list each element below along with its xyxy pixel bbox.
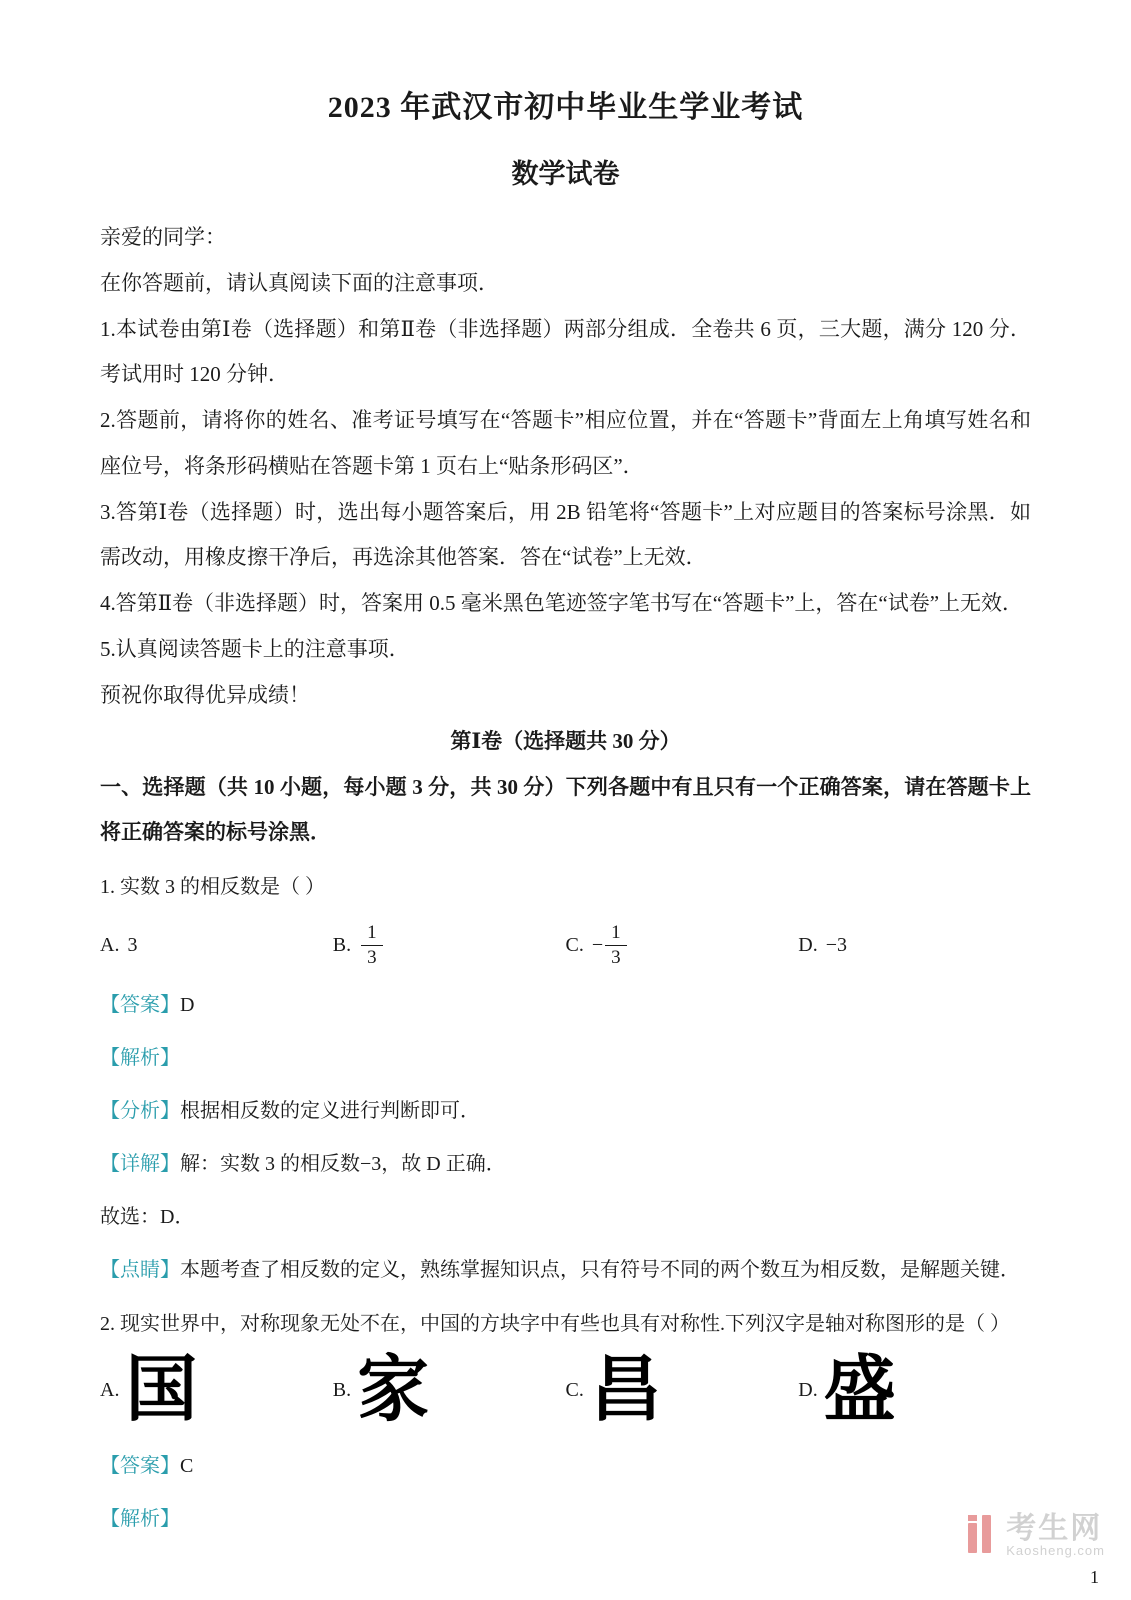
part1-header: 第Ⅰ卷（选择题共 30 分） [450,729,681,754]
notice-item-1: 1.本试卷由第Ⅰ卷（选择题）和第Ⅱ卷（非选择题）两部分组成．全卷共 6 页，三大题，满分 120 分．考试用时 120 分钟． [100,316,1031,387]
jiexi-label: 【解析】 [100,1508,180,1531]
question-1-stem: 1. 实数 3 的相反数是（ ） [100,876,325,899]
q2-option-b-character: 家 [357,1349,430,1430]
kaosheng-watermark [964,1513,1105,1558]
q2-answer-line [100,1450,1031,1483]
page-number: 1 [1090,1567,1099,1587]
q1-dianjing-text: 本题考查了相反数的定义，熟练掌握知识点，只有符号不同的两个数互为相反数，是解题关键． [180,1258,1020,1281]
q1-answer-line [100,989,1031,1022]
jiexi-label: 【解析】 [100,1046,180,1069]
q1-option-b-fraction [361,922,383,969]
q2-option-c-label: C. [565,1378,584,1401]
exam-title: 2023 年武汉市初中毕业生学业考试 [327,91,804,124]
q1-option-b [333,922,566,969]
q2-option-b [333,1351,566,1430]
notice-item-5: 5.认真阅读答题卡上的注意事项． [100,636,410,661]
q1-option-a-value: 3 [127,933,138,956]
fenxi-label: 【分析】 [100,1099,180,1122]
q2-option-a-character: 国 [125,1349,198,1430]
fraction-denominator: 3 [611,946,621,968]
q1-option-c-sign: − [591,933,604,956]
fraction-numerator: 1 [605,922,627,946]
notice-item-4: 4.答第Ⅱ卷（非选择题）时，答案用 0.5 毫米黑色笔迹签字笔书写在“答题卡”上，答在“试卷”上无效． [100,591,1024,616]
question-2-options [100,1351,1031,1430]
watermark-site-name: 考生网 [1006,1511,1103,1545]
q2-jiexi-line [100,1503,1031,1536]
notice-item-2: 2.答题前，请将你的姓名、准考证号填写在“答题卡”相应位置，并在“答题卡”背面左上角填写姓名和座位号，将条形码横贴在答题卡第 1 页右上“贴条形码区”． [100,408,1031,478]
q2-answer-value: C [180,1455,194,1478]
question-1 [100,870,1031,1287]
q1-fenxi-line [100,1095,1031,1128]
q1-option-c [566,922,799,969]
answer-label: 【答案】 [100,1455,180,1478]
q1-option-b-label: B. [332,933,352,956]
q1-jiexi-line [100,1042,1031,1075]
q1-fenxi-text: 根据相反数的定义进行判断即可． [180,1099,480,1122]
exam-subtitle: 数学试卷 [511,159,620,189]
q2-option-a-label: A. [100,1378,120,1401]
section1-intro: 一、选择题（共 10 小题，每小题 3 分，共 30 分）下列各题中有且只有一个正确答案，请在答题卡上将正确答案的标号涂黑． [100,774,1031,845]
watermark-text-block [1006,1513,1105,1558]
dianjing-label: 【点睛】 [100,1258,180,1281]
question-1-options [100,922,1031,969]
q1-option-a [100,934,333,957]
q2-option-d-label: D. [798,1378,818,1401]
q1-option-d-label: D. [798,933,818,956]
q2-option-d-character: 盛 [823,1349,896,1430]
q1-xiangjie-text: 解：实数 3 的相反数−3，故 D 正确． [180,1152,506,1175]
q1-xiangjie-line [100,1148,1031,1181]
q1-dianjing-line [100,1254,1031,1287]
q1-option-c-fraction [605,922,627,969]
question-2-stem: 2. 现实世界中，对称现象无处不在，中国的方块字中有些也具有对称性.下列汉字是轴对称图形的是（ ） [100,1312,1010,1335]
q1-option-c-label: C. [565,933,584,956]
q1-option-d-value: −3 [825,933,847,956]
q2-option-c-character: 昌 [589,1349,662,1430]
xiangjie-label: 【详解】 [100,1152,180,1175]
answer-label: 【答案】 [100,993,180,1016]
kaosheng-logo-icon [964,1515,998,1555]
q2-option-c [566,1351,799,1430]
q2-option-b-label: B. [332,1378,352,1401]
fraction-denominator: 3 [367,946,377,968]
notice-intro: 在你答题前，请认真阅读下面的注意事项． [100,270,499,295]
q1-guxuan-line: 故选：D． [100,1205,195,1228]
greeting: 亲爱的同学： [100,225,226,249]
wish-line: 预祝你取得优异成绩！ [100,682,310,707]
q1-option-a-label: A. [100,933,120,956]
fraction-numerator: 1 [361,922,383,946]
watermark-site-url: Kaosheng.com [1006,1543,1105,1559]
q2-option-a [100,1351,333,1430]
q2-option-d [798,1351,1031,1430]
notice-item-3: 3.答第Ⅰ卷（选择题）时，选出每小题答案后，用 2B 铅笔将“答题卡”上对应题目的答案标号涂黑．如需改动，用橡皮擦干净后，再选涂其他答案．答在“试卷”上无效． [100,499,1031,570]
q1-answer-value: D [180,993,195,1016]
question-2 [100,1307,1031,1536]
q1-option-d [798,934,1031,957]
